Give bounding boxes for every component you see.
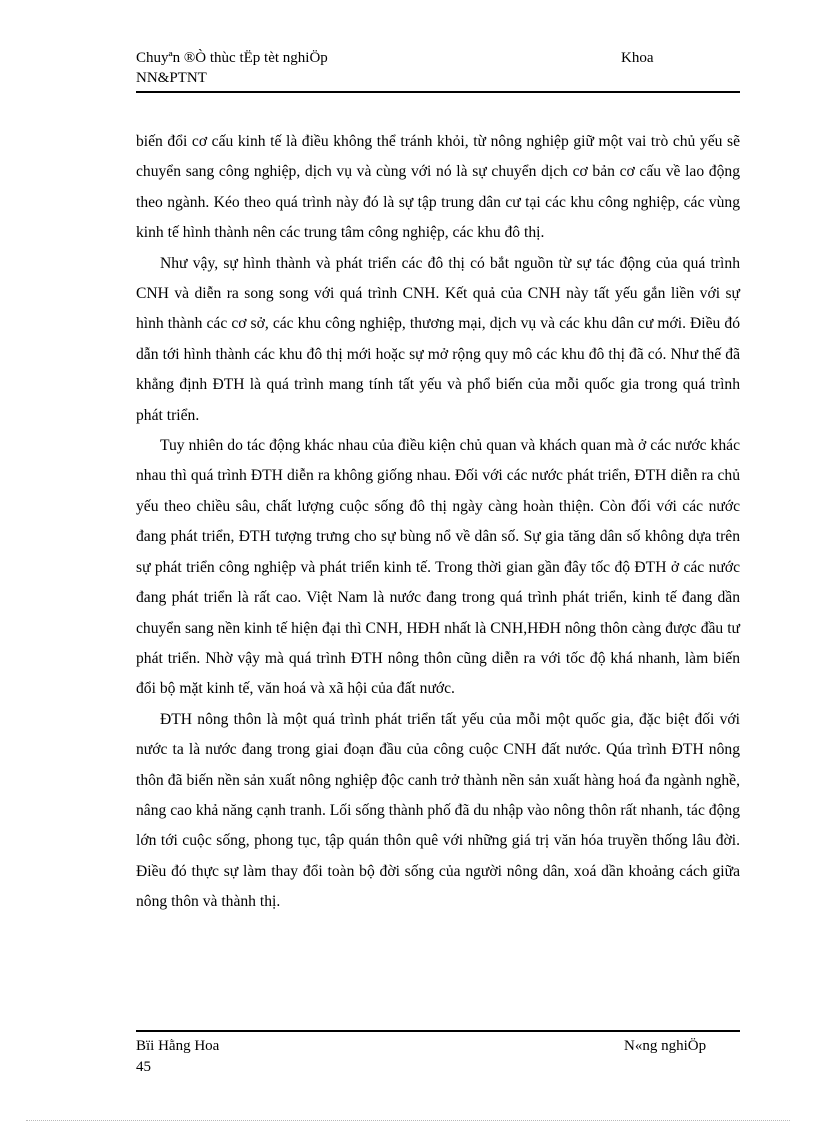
paragraph-1: biến đổi cơ cấu kinh tế là điều không thể tránh khỏi, từ nông nghiệp giữ một vai trò chủ yếu sẽ chuyển sang công nghiệp, dịch vụ và cùng với nó là sự chuyển dịch cơ bản cơ cấu về lao động theo ngành. Kéo theo quá trình này đó là sự tập trung dân cư tại các khu công nghiệp, các vùng kinh tế hình thành nên các trung tâm công nghiệp, các khu đô thị. — [136, 133, 740, 242]
header-title-text: Chuyªn ®Ò thùc tËp tèt nghiÖp — [136, 50, 328, 66]
footer-right-label: N«ng nghiÖp — [624, 1038, 707, 1054]
page-edge-divider — [26, 1120, 790, 1121]
header-divider — [136, 91, 740, 93]
footer-author: Bïi Hằng Hoa — [136, 1038, 220, 1054]
document-body — [136, 127, 740, 918]
page-header — [136, 48, 740, 92]
paragraph-3: Tuy nhiên do tác động khác nhau của điều kiện chủ quan và khách quan mà ở các nước khác nhau thì quá trình ĐTH diễn ra không giống nhau. Đối với các nước phát triển, ĐTH diễn ra chủ yếu theo chiều sâu, chất lượng cuộc sống đô thị ngày càng hoàn thiện. Còn đối với các nước đang phát triển, ĐTH tượng trưng cho sự bùng nổ về dân số. Sự gia tăng dân số không dựa trên sự phát triển công nghiệp và phát triển kinh tế. Trong thời gian gần đây tốc độ ĐTH ở các nước đang phát triển là rất cao. Việt Nam là nước đang trong quá trình phát triển, kinh tế đang dần chuyển sang nền kinh tế hiện đại thì CNH, HĐH nhất là CNH,HĐH nông thôn càng được đầu tư phát triển. Nhờ vậy mà quá trình ĐTH nông thôn cũng diễn ra với tốc độ khá nhanh, làm biến đổi bộ mặt kinh tế, văn hoá và xã hội của đất nước. — [136, 437, 740, 698]
paragraph-4: ĐTH nông thôn là một quá trình phát triển tất yếu của mỗi một quốc gia, đặc biệt đối với nước ta là nước đang trong giai đoạn đầu của công cuộc CNH đất nước. Qúa trình ĐTH nông thôn đã biến nền sản xuất nông nghiệp độc canh trở thành nền sản xuất hàng hoá đa ngành nghề, nâng cao khả năng cạnh tranh. Lối sống thành phố đã du nhập vào nông thôn rất nhanh, tác động lớn tới cuộc sống, phong tục, tập quán thôn quê với những giá trị văn hóa truyền thống lâu đời. Điều đó thực sự làm thay đổi toàn bộ đời sống của người nông dân, xoá dần khoảng cách giữa nông thôn và thành thị. — [136, 710, 740, 911]
page-number: 45 — [136, 1059, 151, 1075]
header-department: NN&PTNT — [136, 70, 207, 86]
footer-divider — [136, 1030, 740, 1032]
paragraph-2: Như vậy, sự hình thành và phát triển các đô thị có bắt nguồn từ sự tác động của quá trình CNH và diễn ra song song với quá trình CNH. Kết quả của CNH này tất yếu gắn liền với sự hình thành các cơ sở, các khu công nghiệp, thương mại, dịch vụ và các khu dân cư mới. Điều đó dẫn tới hình thành các khu đô thị mới hoặc sự mở rộng quy mô các khu đô thị đã có. Như thế đã khẳng định ĐTH là quá trình mang tính tất yếu và phổ biến của mỗi quốc gia trong quá trình phát triển. — [136, 254, 740, 424]
header-right-label: Khoa — [621, 50, 654, 66]
header-title — [136, 48, 576, 88]
